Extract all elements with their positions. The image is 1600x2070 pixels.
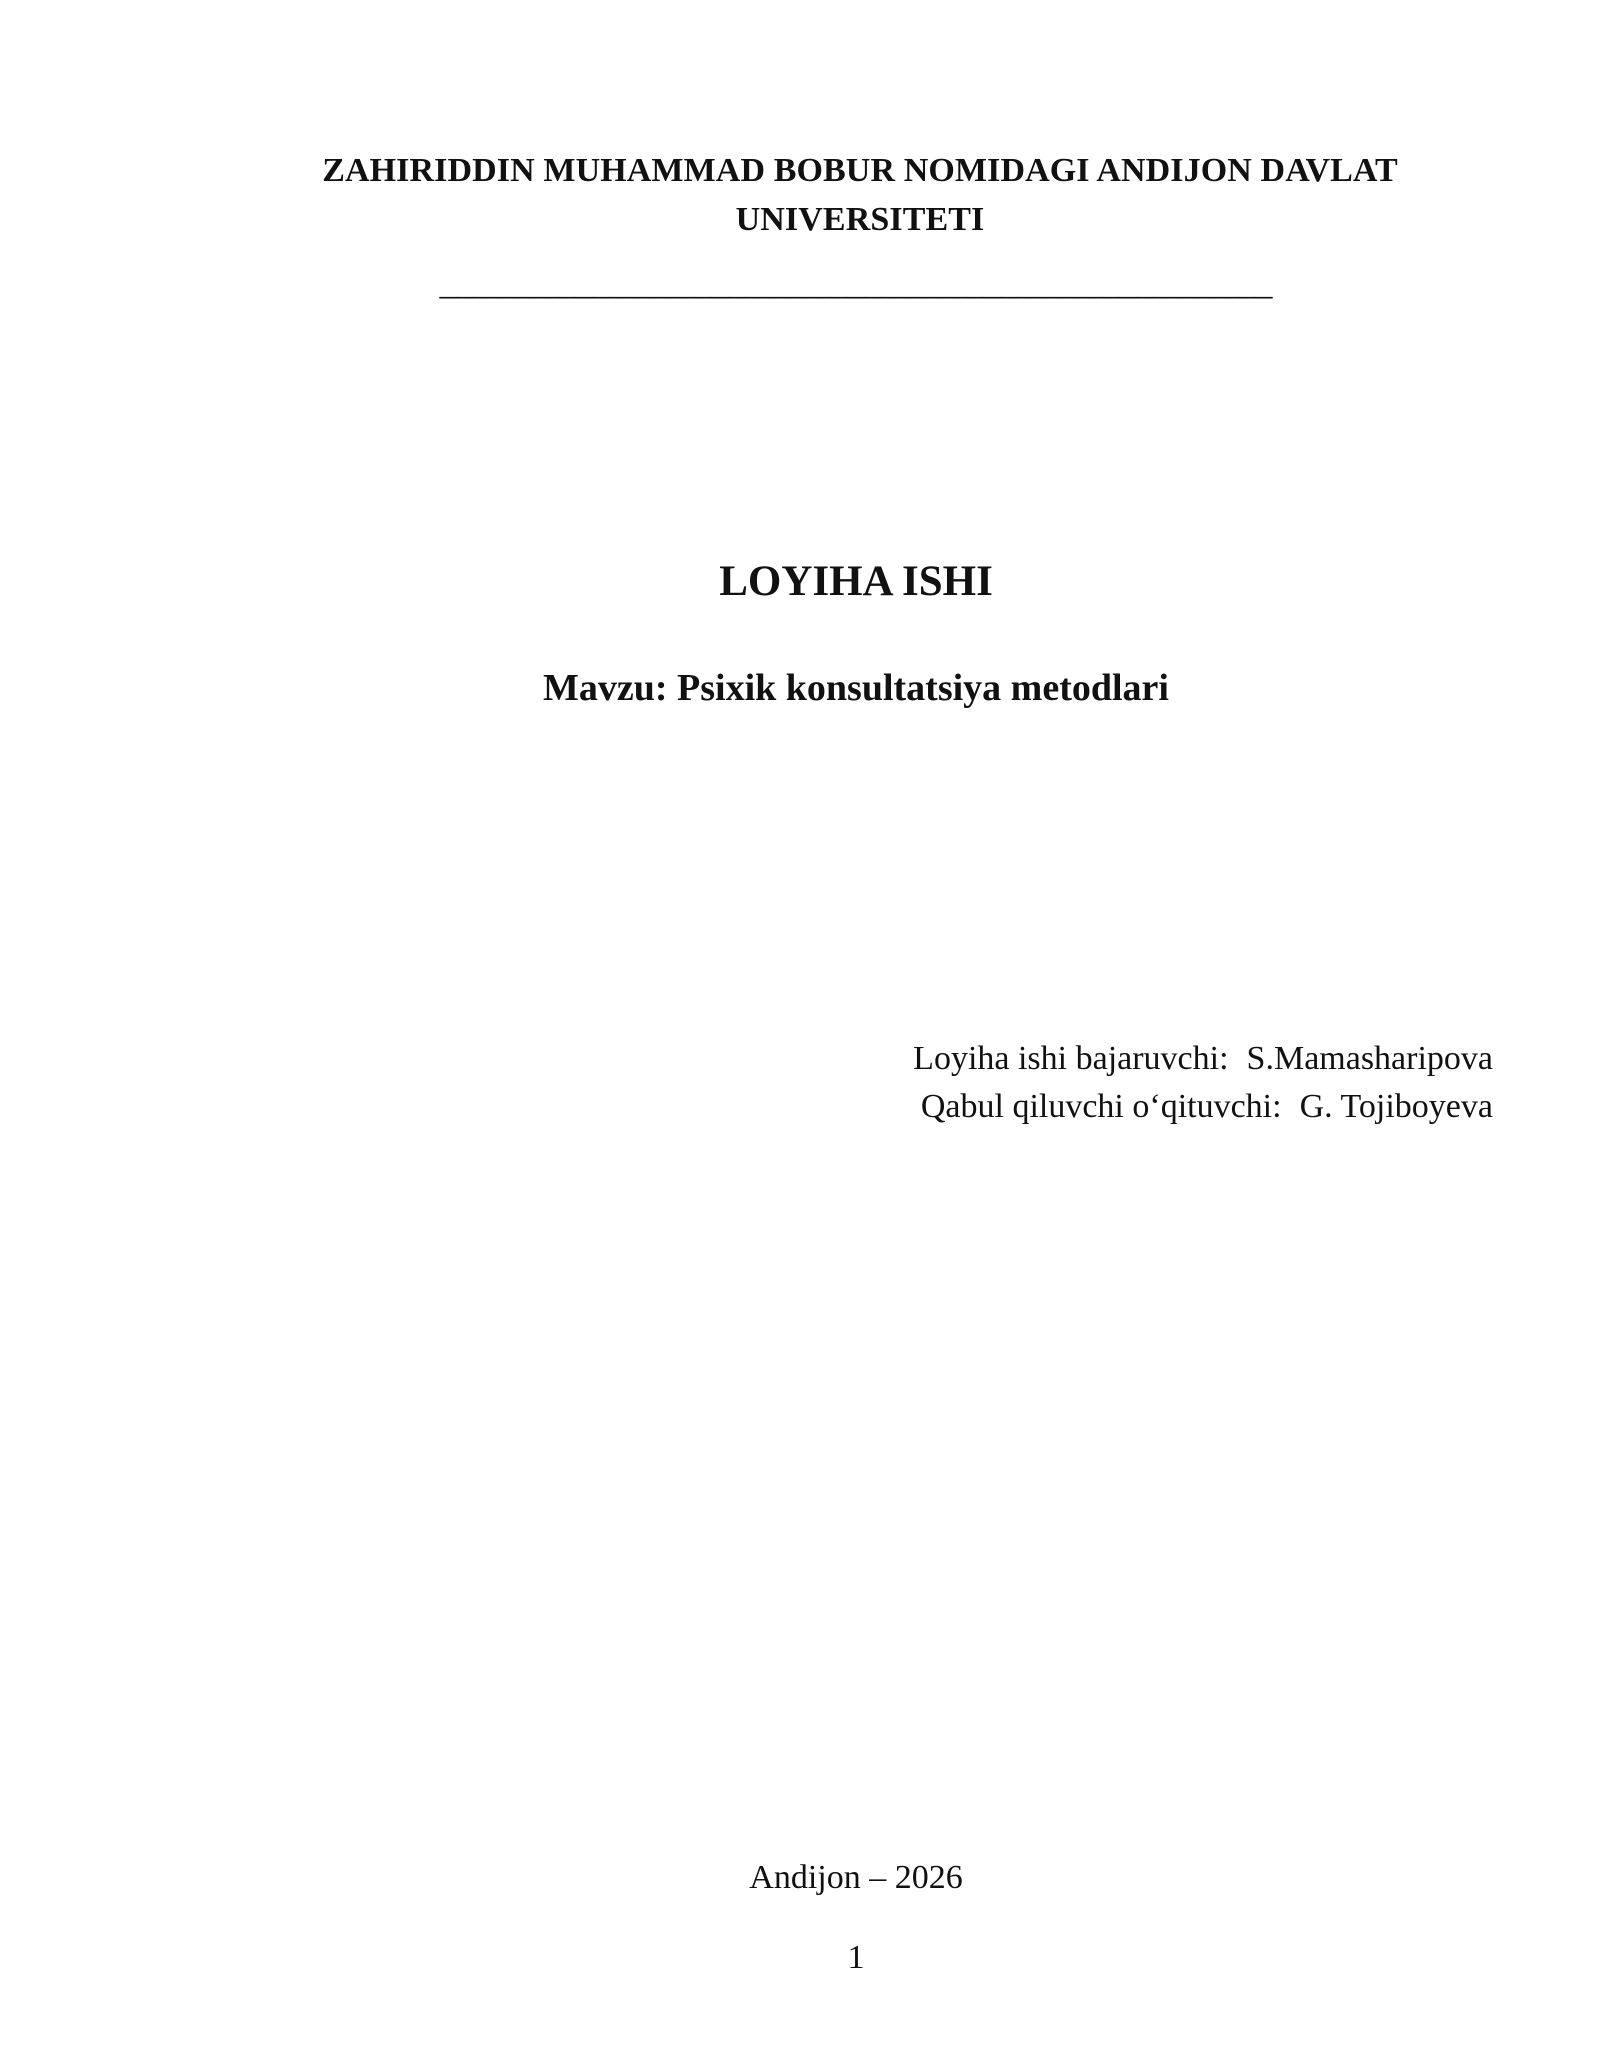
credits-block <box>913 1035 1493 1131</box>
reviewer-row <box>913 1083 1493 1131</box>
university-name-line-2: UNIVERSITETI <box>735 201 985 238</box>
university-name <box>200 146 1520 244</box>
performer-name: S.Mamasharipova <box>1246 1040 1493 1077</box>
header-rule: _________________________________________________ <box>439 265 1273 302</box>
performer-row <box>913 1035 1493 1083</box>
place-and-year: Andijon – 2026 <box>749 1859 963 1896</box>
reviewer-name: G. Tojiboyeva <box>1299 1088 1493 1125</box>
performer-label: Loyiha ishi bajaruvchi: <box>913 1040 1229 1077</box>
page-number: 1 <box>847 1939 865 1976</box>
document-topic: Mavzu: Psixik konsultatsiya metodlari <box>543 667 1169 709</box>
university-name-line-1: ZAHIRIDDIN MUHAMMAD BOBUR NOMIDAGI ANDIJON DAVLAT <box>322 152 1398 189</box>
document-title: LOYIHA ISHI <box>719 558 993 605</box>
reviewer-label: Qabul qiluvchi o‘qituvchi: <box>920 1088 1282 1125</box>
